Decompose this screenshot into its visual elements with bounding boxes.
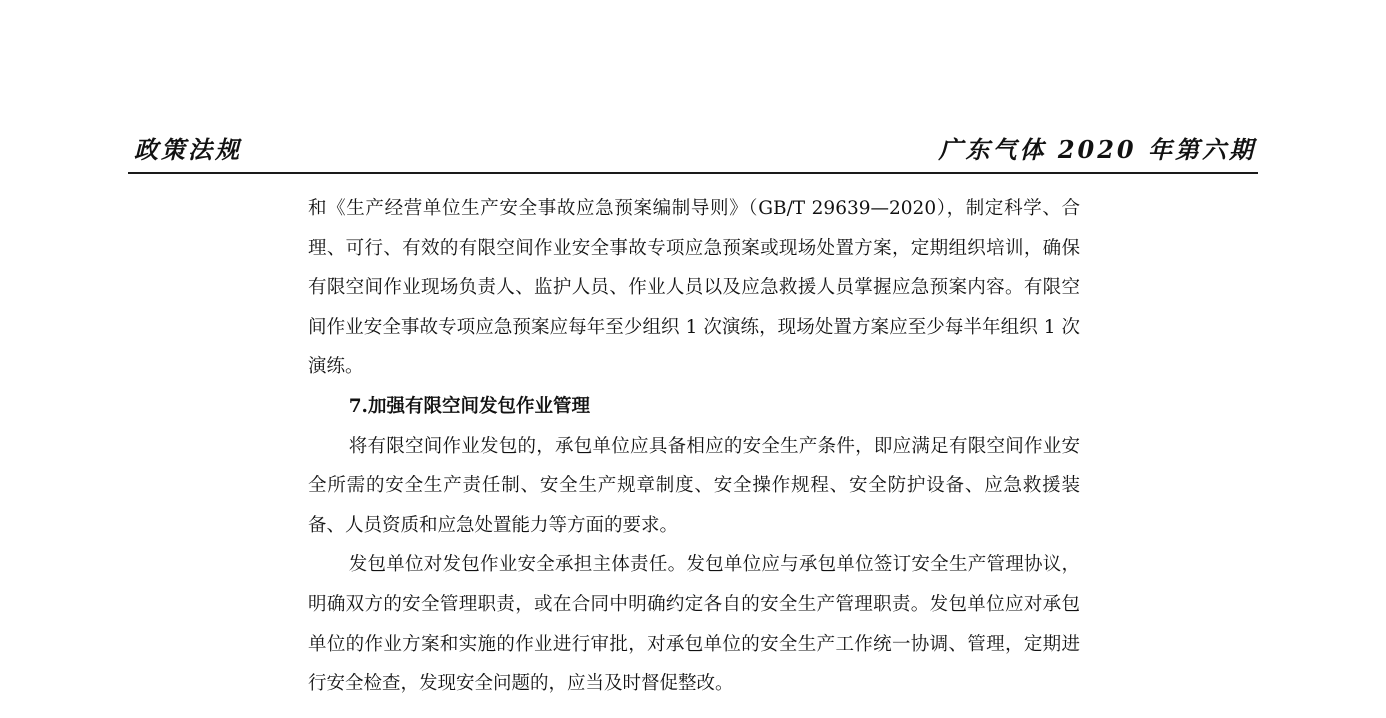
paragraph-contractor-conditions: 将有限空间作业发包的，承包单位应具备相应的安全生产条件，即应满足有限空间作业安全所需的安全生产责任制、安全生产规章制度、安全操作规程、安全防护设备、应急救援装备、人员资质和应急处置能力等方面的要求。 (308, 435, 1080, 536)
paragraph-contracting-responsibility: 发包单位对发包作业安全承担主体责任。发包单位应与承包单位签订安全生产管理协议，明确双方的安全管理职责，或在合同中明确约定各自的安全生产管理职责。发包单位应对承包单位的作业方案和实施的作业进行审批，对承包单位的安全生产工作统一协调、管理，定期进行安全检查，发现安全问题的，应当及时督促整改。 (308, 554, 1080, 695)
page-header (128, 128, 1258, 174)
journal-issue-title: 广东气体 2020 年第六期 (938, 135, 1256, 164)
article-body (308, 189, 1080, 704)
section-heading-7: 7.加强有限空间发包作业管理 (348, 395, 591, 417)
section-title: 政策法规 (134, 135, 242, 164)
paragraph-emergency-plan: 和《生产经营单位生产安全事故应急预案编制导则》（GB/T 29639—2020），制定科学、合理、可行、有效的有限空间作业安全事故专项应急预案或现场处置方案，定期组织培训，确保有限空间作业现场负责人、监护人员、作业人员以及应急救援人员掌握应急预案内容。有限空间作业安全事故专项应急预案应每年至少组织 1 次演练，现场处置方案应至少每半年组织 1 次演练。 (308, 198, 1080, 378)
